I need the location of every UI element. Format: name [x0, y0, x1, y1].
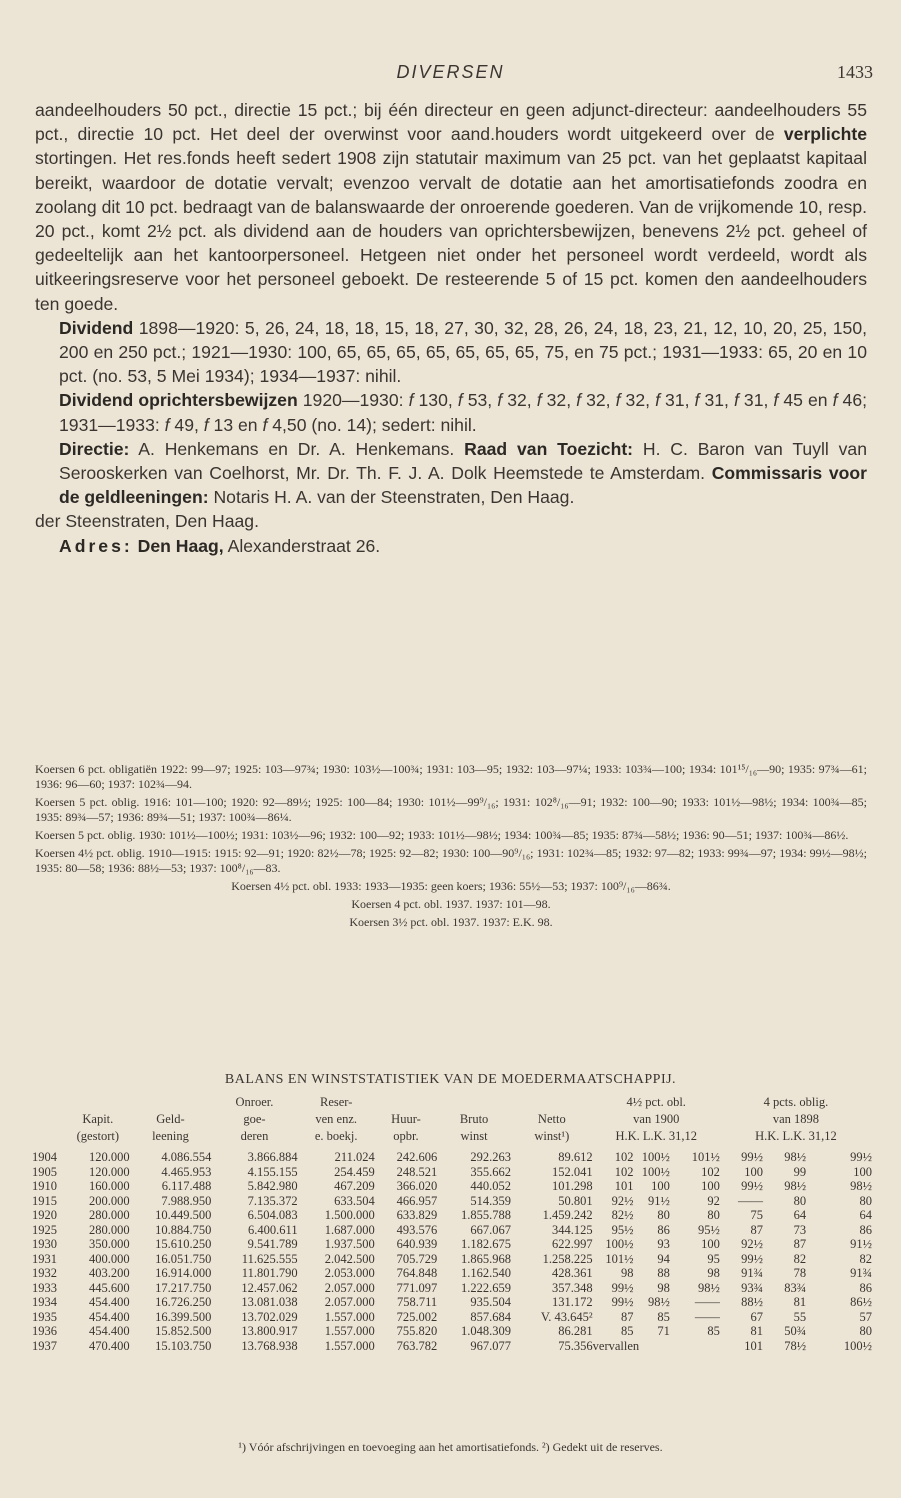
price-line-1: Koersen 5 pct. oblig. 1916: 101—100; 1920: 92—89½; 1925: 100—84; 1930: 101½—99⁹/₁₆; 1931: 102⁸/₁₆—91; 1932: 100—90; 1933: 101½—98½; 1934: 100¾—85; 1935: 89¾—57; 1936: 89¾—51; 1937: 100¾—86¼. [35, 795, 867, 824]
page-number: 1433 [837, 62, 873, 82]
table-cell: 102 [614, 1150, 634, 1164]
table-cell: 1.687.000 [324, 1222, 375, 1237]
table-cell: 80 [859, 1193, 872, 1208]
paragraph-3: Directie: A. Henkemans en Dr. A. Henkemans. Raad van Toezicht: H. C. Baron van Tuyll van Serooskerken van Coelhorst, Mr. Dr. Th. F. J. A. Dolk Heemstede te Amsterdam. Commissaris voor de geldleeningen: Notaris H. A. van der Steenstraten, Den Haag. [59, 438, 868, 508]
table-cell: 280.000 [88, 1208, 130, 1222]
table-cell: 95 [707, 1251, 720, 1266]
running-title: DIVERSEN [396, 62, 505, 82]
table-cell: 100 [701, 1179, 720, 1193]
table-cell: 1933 [32, 1280, 57, 1295]
table-cell: 5.842.980 [247, 1179, 298, 1193]
table-cell: 57 [859, 1309, 872, 1324]
table-cell: 355.662 [470, 1164, 511, 1179]
header-cell: winst [460, 1129, 488, 1143]
table-cell: 1905 [32, 1164, 57, 1179]
table-cell: 1.048.309 [460, 1324, 511, 1338]
table-cell: 1931 [32, 1251, 57, 1266]
table-cell: 357.348 [552, 1280, 593, 1295]
table-cell: 80 [859, 1324, 872, 1338]
header-cell: winst¹) [534, 1129, 570, 1143]
table-cell: 10.449.500 [155, 1208, 212, 1222]
table-cell: 85 [707, 1324, 720, 1338]
table-row [32, 1237, 872, 1252]
table-cell: 101 [744, 1338, 763, 1353]
table-cell: 454.400 [88, 1309, 130, 1324]
table-cell [670, 1339, 720, 1354]
table-cell: 763.782 [396, 1338, 438, 1353]
header-row-0 [32, 1094, 872, 1111]
table-cell: 16.051.750 [155, 1251, 212, 1266]
table-cell: 78½ [784, 1338, 807, 1353]
table-cell: 622.997 [552, 1237, 593, 1251]
table-cell: —— [694, 1309, 720, 1324]
header-cell [375, 1094, 437, 1111]
table-cell: 428.361 [552, 1266, 593, 1280]
table-cell: 1935 [32, 1309, 57, 1324]
table-row [32, 1310, 872, 1325]
table-cell: 86 [657, 1222, 670, 1237]
table-cell: 67 [750, 1309, 763, 1324]
table-row [32, 1208, 872, 1223]
price-line-4: Koersen 4½ pct. obl. 1933: 1933—1935: geen koers; 1936: 55½—53; 1937: 100⁹/₁₆—86¾. [231, 879, 671, 893]
table-cell: 470.400 [88, 1338, 130, 1353]
header-cell: leening [152, 1129, 189, 1143]
table-cell: 95½ [611, 1222, 634, 1237]
table-cell: 85 [621, 1324, 634, 1338]
table-cell: 99½ [611, 1280, 634, 1295]
table-cell: 1930 [32, 1237, 57, 1251]
table-cell: 99½ [741, 1150, 763, 1164]
table-cell: 254.459 [334, 1164, 375, 1179]
table-cell: 160.000 [88, 1179, 130, 1193]
header-cell: Huur- [391, 1112, 421, 1126]
table-cell: 403.200 [88, 1266, 130, 1280]
table-cell: 92½ [611, 1193, 634, 1208]
table-row [32, 1339, 872, 1354]
header-cell [437, 1094, 511, 1111]
table-cell: 2.053.000 [324, 1266, 375, 1280]
header-cell: opbr. [393, 1129, 419, 1143]
price-line-6: Koersen 3½ pct. obl. 1937. 1937: E.K. 98. [349, 915, 553, 929]
table-cell: 15.852.500 [155, 1324, 212, 1338]
table-cell: 98½ [850, 1179, 872, 1193]
table-cell: 514.359 [470, 1193, 511, 1208]
paragraph-2: Dividend oprichtersbewijzen 1920—1930: f 130, f 53, f 32, f 32, f 32, f 32, f 31, f 31, f 31, f 45 en f 46; 1931—1933: f 49, f 13 en f 4,50 (no. 14); sedert: nihil. [59, 390, 868, 435]
table-cell: 758.711 [397, 1295, 438, 1309]
table-cell: 64 [859, 1208, 872, 1222]
table-cell: 99 [793, 1164, 807, 1179]
header-cell: H.K. L.K. 31,12 [755, 1129, 837, 1143]
table-cell: 1932 [32, 1266, 57, 1280]
table-cell: 4.155.155 [247, 1164, 298, 1179]
table-cell: 6.117.488 [161, 1179, 212, 1193]
paragraph-5: Adres: Den Haag, Alexanderstraat 26. [59, 535, 381, 556]
table-cell: 85 [657, 1309, 670, 1324]
header-cell: 4½ pct. obl. [626, 1095, 686, 1109]
table-cell: 86½ [850, 1295, 872, 1309]
header-cell [511, 1094, 593, 1111]
table-cell: 12.457.062 [241, 1280, 298, 1295]
table-cell: 10.884.750 [155, 1222, 212, 1237]
table-cell: 87 [793, 1237, 807, 1251]
header-cell [32, 1111, 66, 1128]
table-cell: 152.041 [552, 1164, 593, 1179]
table-cell: 94 [657, 1251, 670, 1266]
table-cell: 120.000 [88, 1150, 130, 1164]
table-cell: 242.606 [396, 1150, 438, 1164]
header-cell: H.K. L.K. 31,12 [615, 1129, 698, 1143]
table-row [32, 1324, 872, 1339]
table-cell: 667.067 [470, 1222, 511, 1237]
table-cell: 101 [614, 1179, 634, 1193]
table-cell: 1.557.000 [324, 1338, 375, 1353]
table-cell: 100 [701, 1237, 720, 1251]
table-cell: 454.400 [88, 1295, 130, 1309]
table-cell: 633.504 [334, 1193, 375, 1208]
table-cell: 99½ [741, 1179, 763, 1193]
table-cell: 80 [793, 1193, 807, 1208]
table-cell: 131.172 [552, 1295, 593, 1309]
table-cell: 16.726.250 [155, 1295, 212, 1309]
table-cell: 935.504 [470, 1295, 511, 1309]
header-cell: Reser- [319, 1095, 353, 1109]
header-cell: Netto [537, 1112, 566, 1126]
table-cell: 857.684 [470, 1309, 511, 1324]
table-cell: 771.097 [396, 1280, 438, 1295]
bond-price-history [35, 762, 867, 933]
table-cell: 89.612 [558, 1150, 593, 1164]
header-cell: (gestort) [76, 1129, 119, 1143]
table-row [32, 1266, 872, 1281]
table-cell: 1934 [32, 1295, 57, 1309]
table-cell: 73 [793, 1222, 807, 1237]
table-cell: 1.459.242 [542, 1208, 593, 1222]
table-cell: 1.865.968 [460, 1251, 511, 1266]
table-cell: 440.052 [470, 1179, 511, 1193]
table-cell: 99½ [741, 1251, 763, 1266]
header-cell: 4 pcts. oblig. [763, 1095, 829, 1109]
table-row [32, 1223, 872, 1238]
table-cell: 91¾ [850, 1266, 872, 1280]
table-cell: 91½ [850, 1237, 872, 1251]
table-cell: 755.820 [396, 1324, 438, 1338]
table-cell: 344.125 [552, 1222, 593, 1237]
table-row [32, 1179, 872, 1194]
table-cell: —— [737, 1193, 763, 1208]
table-row [32, 1194, 872, 1209]
price-line-3: Koersen 4½ pct. oblig. 1910—1915: 1915: 92—91; 1920: 82½—78; 1925: 92—82; 1930: 100—90⁹/₁₆; 1931: 102¾—85; 1932: 97—82; 1933: 99¾—97; 1934: 99½—98½; 1935: 80—58; 1936: 88½—53; 1937: 100⁸/₁₆—83. [35, 846, 867, 875]
table-cell: 80 [707, 1208, 720, 1222]
table-cell: 82 [793, 1251, 807, 1266]
table-row [32, 1252, 872, 1267]
table-cell: 467.209 [334, 1179, 375, 1193]
table-cell: 91½ [647, 1193, 670, 1208]
header-cell [32, 1094, 66, 1111]
footnote: ¹) Vóór afschrijvingen en toevoeging aan het amortisatiefonds. ²) Gedekt uit de reserves. [238, 1440, 663, 1454]
table-cell: 100½ [605, 1237, 634, 1251]
table-cell: 1.557.000 [324, 1309, 375, 1324]
table-cell: 1.182.675 [460, 1237, 511, 1251]
table-cell: 1.937.500 [324, 1237, 375, 1251]
table-cell: 640.939 [396, 1237, 438, 1251]
table-cell: 11.801.790 [241, 1266, 298, 1280]
table-cell: 120.000 [88, 1164, 130, 1179]
table-cell: 2.042.500 [324, 1251, 375, 1266]
table-cell: 100 [853, 1164, 872, 1179]
table-cell: 55 [793, 1309, 807, 1324]
table-cell: 9.541.789 [247, 1237, 298, 1251]
paragraph-1: Dividend 1898—1920: 5, 26, 24, 18, 18, 15, 18, 27, 30, 32, 28, 26, 24, 18, 23, 21, 12, 10, 20, 25, 150, 200 en 250 pct.; 1921—1930: 100, 65, 65, 65, 65, 65, 65, 65, 75, en 75 pct.; 1931—1933: 65, 20 en 10 pct. (no. 53, 5 Mei 1934); 1934—1937: nihil. [59, 317, 867, 387]
header-cell [130, 1094, 212, 1111]
statistics-title: BALANS EN WINSTSTATISTIEK VAN DE MOEDERMAATSCHAPPIJ. [224, 1072, 677, 1087]
table-cell: 78 [793, 1266, 807, 1280]
table-cell: 4.465.953 [161, 1164, 212, 1179]
table-cell: 81 [750, 1324, 763, 1338]
header-cell: Bruto [459, 1112, 489, 1126]
company-description [35, 98, 867, 558]
table-cell: 1904 [32, 1150, 57, 1164]
table-cell: 248.521 [396, 1164, 438, 1179]
table-cell: 11.625.555 [241, 1251, 298, 1266]
table-cell: 98 [657, 1280, 670, 1295]
table-cell: 87 [750, 1222, 763, 1237]
table-cell: 83¾ [784, 1280, 807, 1295]
table-cell: 454.400 [88, 1324, 130, 1338]
header-cell: deren [240, 1129, 269, 1143]
table-cell: 725.002 [396, 1309, 438, 1324]
table-cell: 98½ [647, 1295, 670, 1309]
price-line-5: Koersen 4 pct. obl. 1937. 1937: 101—98. [351, 897, 551, 911]
table-cell: 350.000 [88, 1237, 130, 1251]
table-cell: 95½ [697, 1222, 720, 1237]
table-cell: 82½ [611, 1208, 634, 1222]
table-cell: 466.957 [396, 1193, 438, 1208]
table-cell: 100½ [641, 1150, 670, 1164]
table-cell: 633.829 [396, 1208, 438, 1222]
header-cell: goe- [243, 1112, 266, 1126]
table-cell: 100½ [641, 1164, 670, 1179]
header-cell: Kapit. [82, 1112, 114, 1126]
table-cell: 4.086.554 [161, 1150, 212, 1164]
table-cell: 1.162.540 [460, 1266, 511, 1280]
table-cell: 64 [793, 1208, 807, 1222]
table-cell: 967.077 [470, 1338, 511, 1353]
table-row [32, 1295, 872, 1310]
table-cell: 102 [701, 1164, 720, 1179]
table-cell: 1937 [32, 1338, 57, 1353]
table-cell: 13.081.038 [241, 1295, 298, 1309]
table-cell: 102 [614, 1164, 634, 1179]
table-cell: 93¾ [741, 1280, 763, 1295]
table-cell: 1915 [32, 1193, 57, 1208]
paragraph-4: der Steenstraten, Den Haag. [35, 511, 259, 532]
table-cell: 86 [859, 1222, 872, 1237]
table-cell: 50.801 [558, 1193, 593, 1208]
table-cell: 16.914.000 [155, 1266, 212, 1280]
table-cell: 1.500.000 [324, 1208, 375, 1222]
header-cell: van 1898 [772, 1112, 819, 1126]
header-cell: e. boekj. [314, 1129, 358, 1143]
table-cell: 71 [657, 1324, 670, 1338]
table-cell: 92½ [741, 1237, 763, 1251]
table-cell: 80 [657, 1208, 670, 1222]
table-cell: 100 [651, 1179, 670, 1193]
table-cell: 75 [750, 1208, 763, 1222]
balance-statistics [32, 1094, 872, 1353]
header-cell: Geld- [156, 1112, 185, 1126]
table-cell: —— [694, 1295, 720, 1309]
table-cell: 292.263 [470, 1150, 511, 1164]
table-cell: 101½ [691, 1150, 720, 1164]
table-cell: 764.848 [396, 1266, 438, 1280]
table-cell: 92 [707, 1193, 720, 1208]
table-cell: 1910 [32, 1179, 57, 1193]
table-cell: 86 [859, 1280, 872, 1295]
table-cell: 100½ [843, 1338, 872, 1353]
table-cell: 445.600 [88, 1280, 130, 1295]
table-cell: 13.768.938 [241, 1338, 298, 1353]
table-cell: 1.222.659 [460, 1280, 511, 1295]
table-cell: 99½ [611, 1295, 634, 1309]
running-header [0, 62, 901, 86]
table-cell: 101.298 [552, 1179, 593, 1193]
table-cell: 493.576 [396, 1222, 438, 1237]
table-cell: vervallen [592, 1338, 640, 1353]
table-cell: 93 [657, 1237, 670, 1251]
table-row [32, 1281, 872, 1296]
price-line-2: Koersen 5 pct. oblig. 1930: 101½—100½; 1931: 103½—96; 1932: 100—92; 1933: 101½—98½; 1934: 100¾—85; 1935: 87¾—58½; 1936: 90—51; 1937: 100¾—86½. [35, 828, 849, 842]
table-cell: 280.000 [88, 1222, 130, 1237]
header-cell: van 1900 [633, 1112, 680, 1126]
table-cell: 6.400.611 [248, 1222, 298, 1237]
header-cell: Onroer. [235, 1095, 274, 1109]
table-cell: 366.020 [396, 1179, 438, 1193]
table-cell: 98 [621, 1266, 634, 1280]
statistics-table [32, 1094, 872, 1353]
table-cell: 13.800.917 [241, 1324, 298, 1338]
table-cell: 1.258.225 [542, 1251, 593, 1266]
table-cell: 200.000 [88, 1193, 130, 1208]
table-cell: 98½ [784, 1179, 807, 1193]
header-row-1 [32, 1111, 872, 1128]
table-cell: 16.399.500 [155, 1309, 212, 1324]
table-cell: 88½ [741, 1295, 763, 1309]
table-cell: 2.057.000 [324, 1295, 375, 1309]
price-line-0: Koersen 6 pct. obligatiën 1922: 99—97; 1925: 103—97¾; 1930: 103½—100¾; 1931: 103—95; 1932: 103—97¼; 1933: 103¾—100; 1934: 101¹⁵/₁₆—90; 1935: 97¾—61; 1936: 96—60; 1937: 102¾—94. [35, 762, 867, 791]
table-cell: 1936 [32, 1324, 57, 1338]
table-cell: 98½ [697, 1280, 720, 1295]
table-cell: 7.988.950 [161, 1193, 212, 1208]
table-cell: 86.281 [558, 1324, 593, 1338]
table-cell: 1.557.000 [324, 1324, 375, 1338]
table-cell: 98 [707, 1266, 720, 1280]
table-cell: 15.103.750 [155, 1338, 212, 1353]
table-cell: 2.057.000 [324, 1280, 375, 1295]
table-row [32, 1150, 872, 1165]
table-cell: 1.855.788 [460, 1208, 511, 1222]
table-cell: 7.135.372 [247, 1193, 298, 1208]
table-cell: 82 [859, 1251, 872, 1266]
table-cell: 400.000 [88, 1251, 130, 1266]
table-cell: 98½ [784, 1150, 807, 1164]
table-cell: 88 [657, 1266, 670, 1280]
table-cell: 87 [621, 1309, 634, 1324]
table-cell: 211.024 [334, 1150, 375, 1164]
table-cell: 13.702.029 [241, 1309, 298, 1324]
header-cell: ven enz. [315, 1112, 357, 1126]
header-cell [32, 1128, 66, 1145]
table-cell: 99½ [850, 1150, 872, 1164]
table-cell: 100 [744, 1164, 763, 1179]
table-cell: 50¾ [784, 1324, 807, 1338]
table-cell: 705.729 [396, 1251, 438, 1266]
table-cell: 3.866.884 [247, 1150, 298, 1164]
table-cell: 91¾ [741, 1266, 763, 1280]
header-cell [66, 1094, 130, 1111]
table-cell: 101½ [605, 1251, 634, 1266]
table-cell: 81 [793, 1295, 807, 1309]
table-cell: 17.217.750 [155, 1280, 212, 1295]
paragraph-0: aandeelhouders 50 pct., directie 15 pct.; bij één directeur en geen adjunct-directeur: aandeelhouders 55 pct., directie 10 pct. Het deel der overwinst voor aand.houders wordt uitgekeerd over de verplichte stortingen. Het res.fonds heeft sedert 1908 zijn statutair maximum van 25 pct. van het geplaatst kapitaal bereikt, waardoor de dotatie vervalt; evenzoo vervalt de dotatie aan het amortisatiefonds zoodra en zoolang dit 10 pct. bedraagt van de balanswaarde der onroerende goederen. Van de vrijkomende 10, resp. 20 pct., komt 2½ pct. als dividend aan de houders van oprichtersbewijzen, benevens 2½ pct. geheel of gedeeltelijk aan het kantoorpersoneel. Hetgeen niet onder het personeel wordt verdeeld, wordt als uitkeeringsreserve voor het personeel geboekt. De resteerende 5 of 15 pct. komen den aandeelhouders ten goede. [35, 100, 867, 314]
table-cell: 1920 [32, 1208, 57, 1222]
header-row-2 [32, 1128, 872, 1145]
table-cell: 75.356 [558, 1338, 593, 1353]
table-cell: V. 43.645² [540, 1309, 593, 1324]
table-row [32, 1165, 872, 1180]
table-cell: 6.504.083 [247, 1208, 298, 1222]
table-cell: 1925 [32, 1222, 57, 1237]
table-cell: 15.610.250 [155, 1237, 212, 1251]
